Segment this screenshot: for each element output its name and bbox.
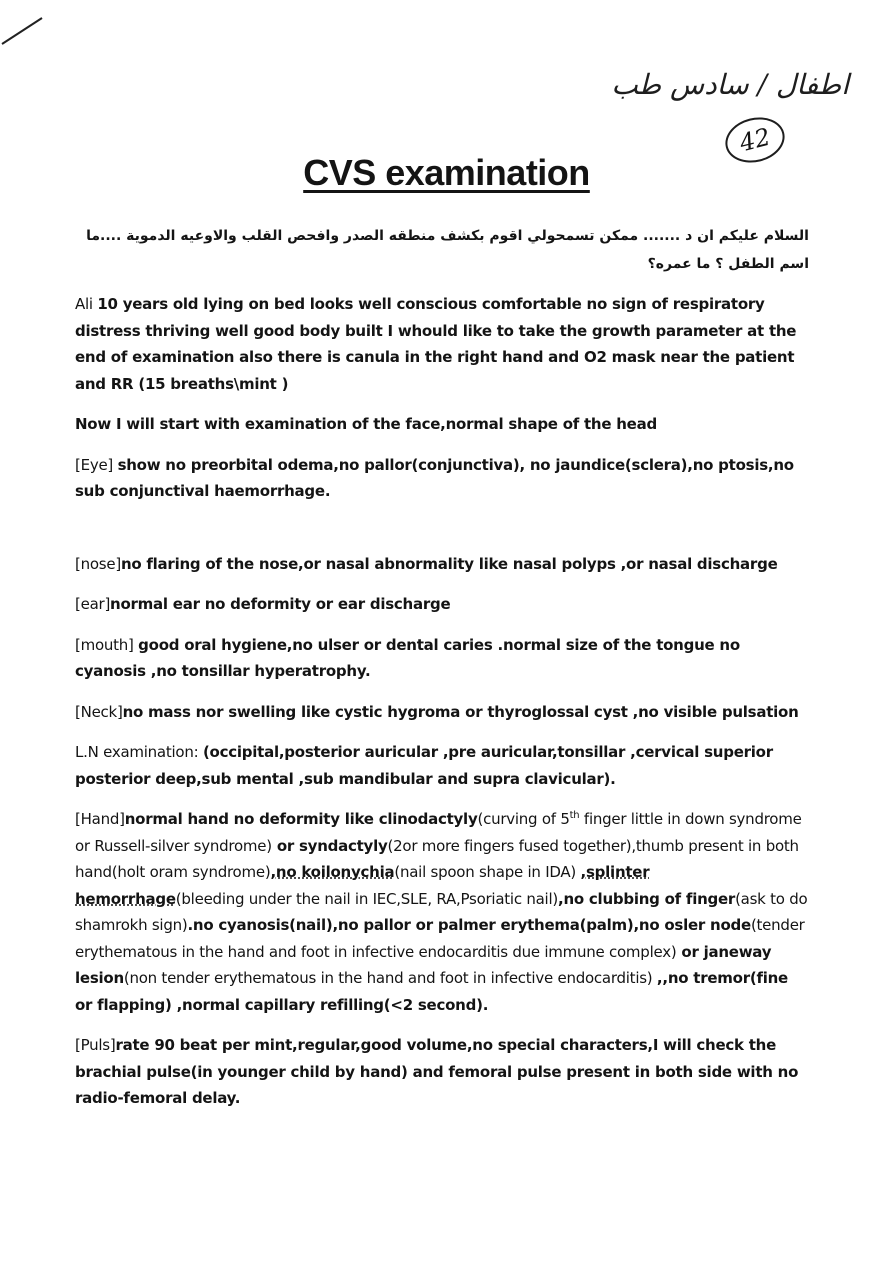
- lymph-node-paragraph: L.N examination: (occipital,posterior auricular ,pre auricular,tonsillar ,cervical superior posterior deep,sub mental ,sub mandibular and supra clavicular).: [75, 743, 773, 788]
- arabic-greeting: السلام عليكم ان د ....... ممكن تسمحولي اقوم بكشف منطقه الصدر وافحص القلب والاوعيه الدموية ....ما اسم الطفل ؟ ما عمره؟: [86, 228, 809, 272]
- corner-pen-mark: [0, 14, 50, 54]
- neck-paragraph: [Neck]no mass nor swelling like cystic hygroma or thyroglossal cyst ,no visible pulsation: [75, 702, 799, 721]
- page-title: CVS examination: [303, 152, 590, 193]
- document-body: [75, 291, 810, 1126]
- nose-paragraph: [nose]no flaring of the nose,or nasal abnormality like nasal polyps ,or nasal discharge: [75, 554, 778, 573]
- mouth-paragraph: [mouth] good oral hygiene,no ulser or dental caries .normal size of the tongue no cyanosis ,no tonsillar hyperatrophy.: [75, 635, 740, 680]
- ear-paragraph: [ear]normal ear no deformity or ear discharge: [75, 595, 451, 613]
- face-paragraph: Now I will start with examination of the face,normal shape of the head: [75, 415, 657, 433]
- general-appearance-paragraph: Ali 10 years old lying on bed looks well conscious comfortable no sign of respiratory distress thriving well good body built I whould like to take the growth parameter at the end of examination also there is canula in the right hand and O2 mask near the patient and RR (15 breaths\mint ): [75, 295, 797, 393]
- handwritten-header-note: اطفال / سادس طب: [611, 68, 849, 101]
- eye-paragraph: [Eye] show no preorbital odema,no pallor(conjunctiva), no jaundice(sclera),no ptosis,no sub conjunctival haemorrhage.: [75, 455, 794, 500]
- page-number: 42: [736, 122, 774, 158]
- pulse-paragraph: [Puls]rate 90 beat per mint,regular,good volume,no special characters,I will check the brachial pulse(in younger child by hand) and femoral pulse present in both side with no radio-femoral delay.: [75, 1036, 799, 1107]
- hand-paragraph: [Hand]normal hand no deformity like clinodactyly(curving of 5th finger little in down syndrome or Russell-silver syndrome) or syndactyly(2or more fingers fused together),thumb present in both hand(holt oram syndrome),no koilonychia(nail spoon shape in IDA) ,splinter hemorrhage(bleeding under the nail in IEC,SLE, RA,Psoriatic nail),no clubbing of finger(ask to do shamrokh sign).no cyanosis(nail),no pallor or palmer erythema(palm),no osler node(tender erythematous in the hand and foot in infective endocarditis due immune complex) or janeway lesion(non tender erythematous in the hand and foot in infective endocarditis) ,,no tremor(fine or flapping) ,normal capillary refilling(<2 second).: [75, 810, 808, 1014]
